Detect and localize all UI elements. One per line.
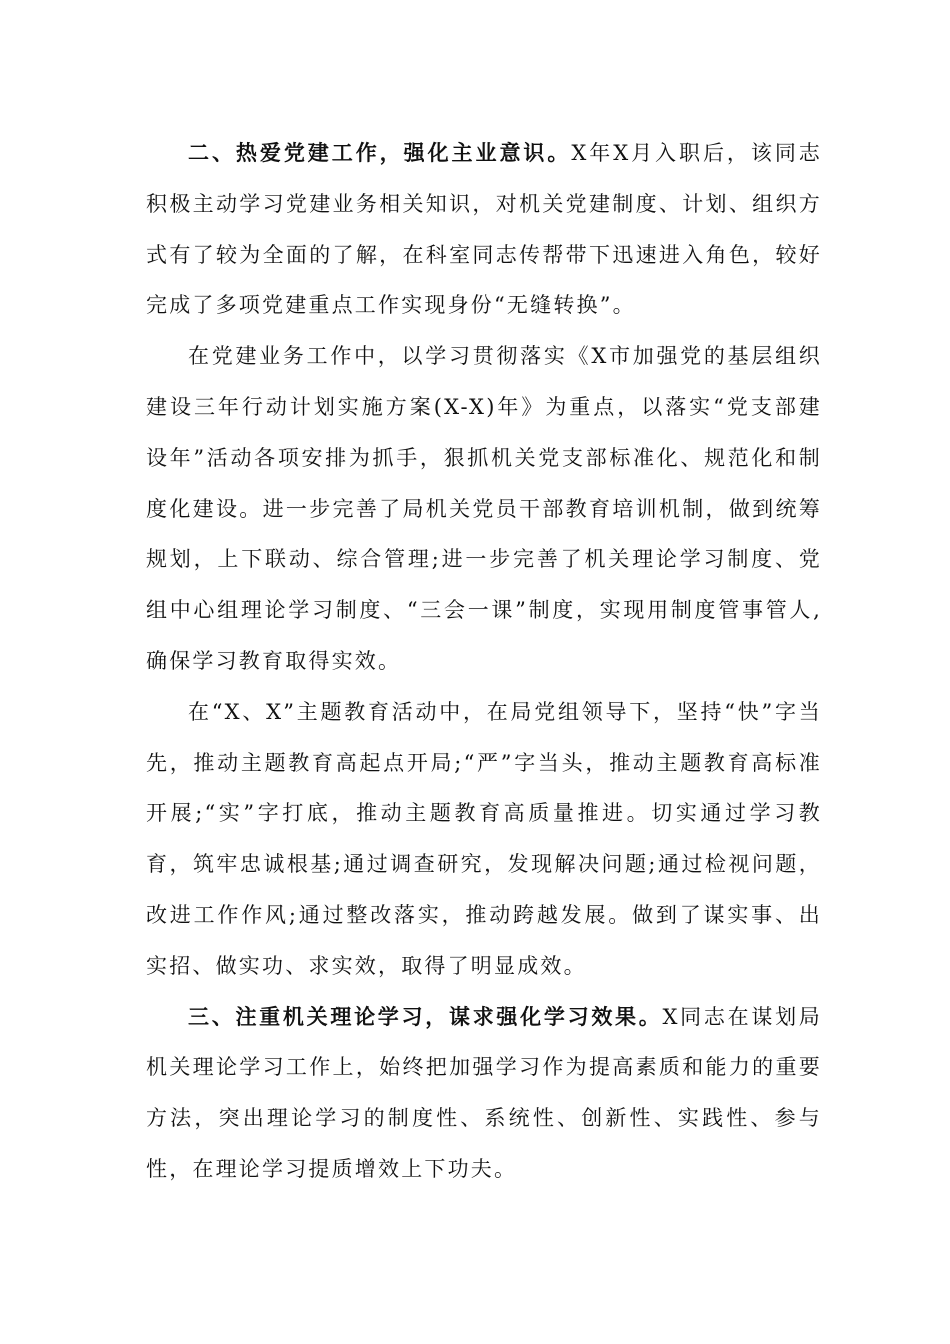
section-heading: 二、热爱党建工作，强化主业意识。	[188, 141, 572, 165]
paragraph-theme-education	[146, 687, 822, 992]
paragraph-text: X同志在谋划局机关理论学习工作上，始终把加强学习作为提高素质和能力的重要方法，突出理论学习的制度性、系统性、创新性、实践性、参与性，在理论学习提质增效上下功夫。	[146, 1004, 822, 1181]
paragraph-text: 在“X、X”主题教育活动中，在局党组领导下，坚持“快”字当先，推动主题教育高起点开局;“严”字当头，推动主题教育高标准开展;“实”字打底，推动主题教育高质量推进。切实通过学习教育，筑牢忠诚根基;通过调查研究，发现解决问题;通过检视问题，改进工作作风;通过整改落实，推动跨越发展。做到了谋实事、出实招、做实功、求实效，取得了明显成效。	[146, 699, 822, 978]
paragraph-text: 在党建业务工作中，以学习贯彻落实《X市加强党的基层组织建设三年行动计划实施方案(X-X)年》为重点，以落实“党支部建设年”活动各项安排为抓手，狠抓机关党支部标准化、规范化和制度化建设。进一步完善了局机关党员干部教育培训机制，做到统筹规划，上下联动、综合管理;进一步完善了机关理论学习制度、党组中心组理论学习制度、“三会一课”制度，实现用制度管事管人,确保学习教育取得实效。	[146, 344, 822, 673]
paragraph-party-work	[146, 331, 822, 687]
paragraph-section-three	[146, 992, 822, 1195]
document-body	[146, 128, 822, 1195]
section-heading: 三、注重机关理论学习，谋求强化学习效果。	[188, 1004, 663, 1029]
paragraph-section-two	[146, 128, 822, 331]
paragraph-text: X年X月入职后，该同志积极主动学习党建业务相关知识，对机关党建制度、计划、组织方式有了较为全面的了解，在科室同志传帮带下迅速进入角色，较好完成了多项党建重点工作实现身份“无缝转换”。	[146, 141, 822, 318]
